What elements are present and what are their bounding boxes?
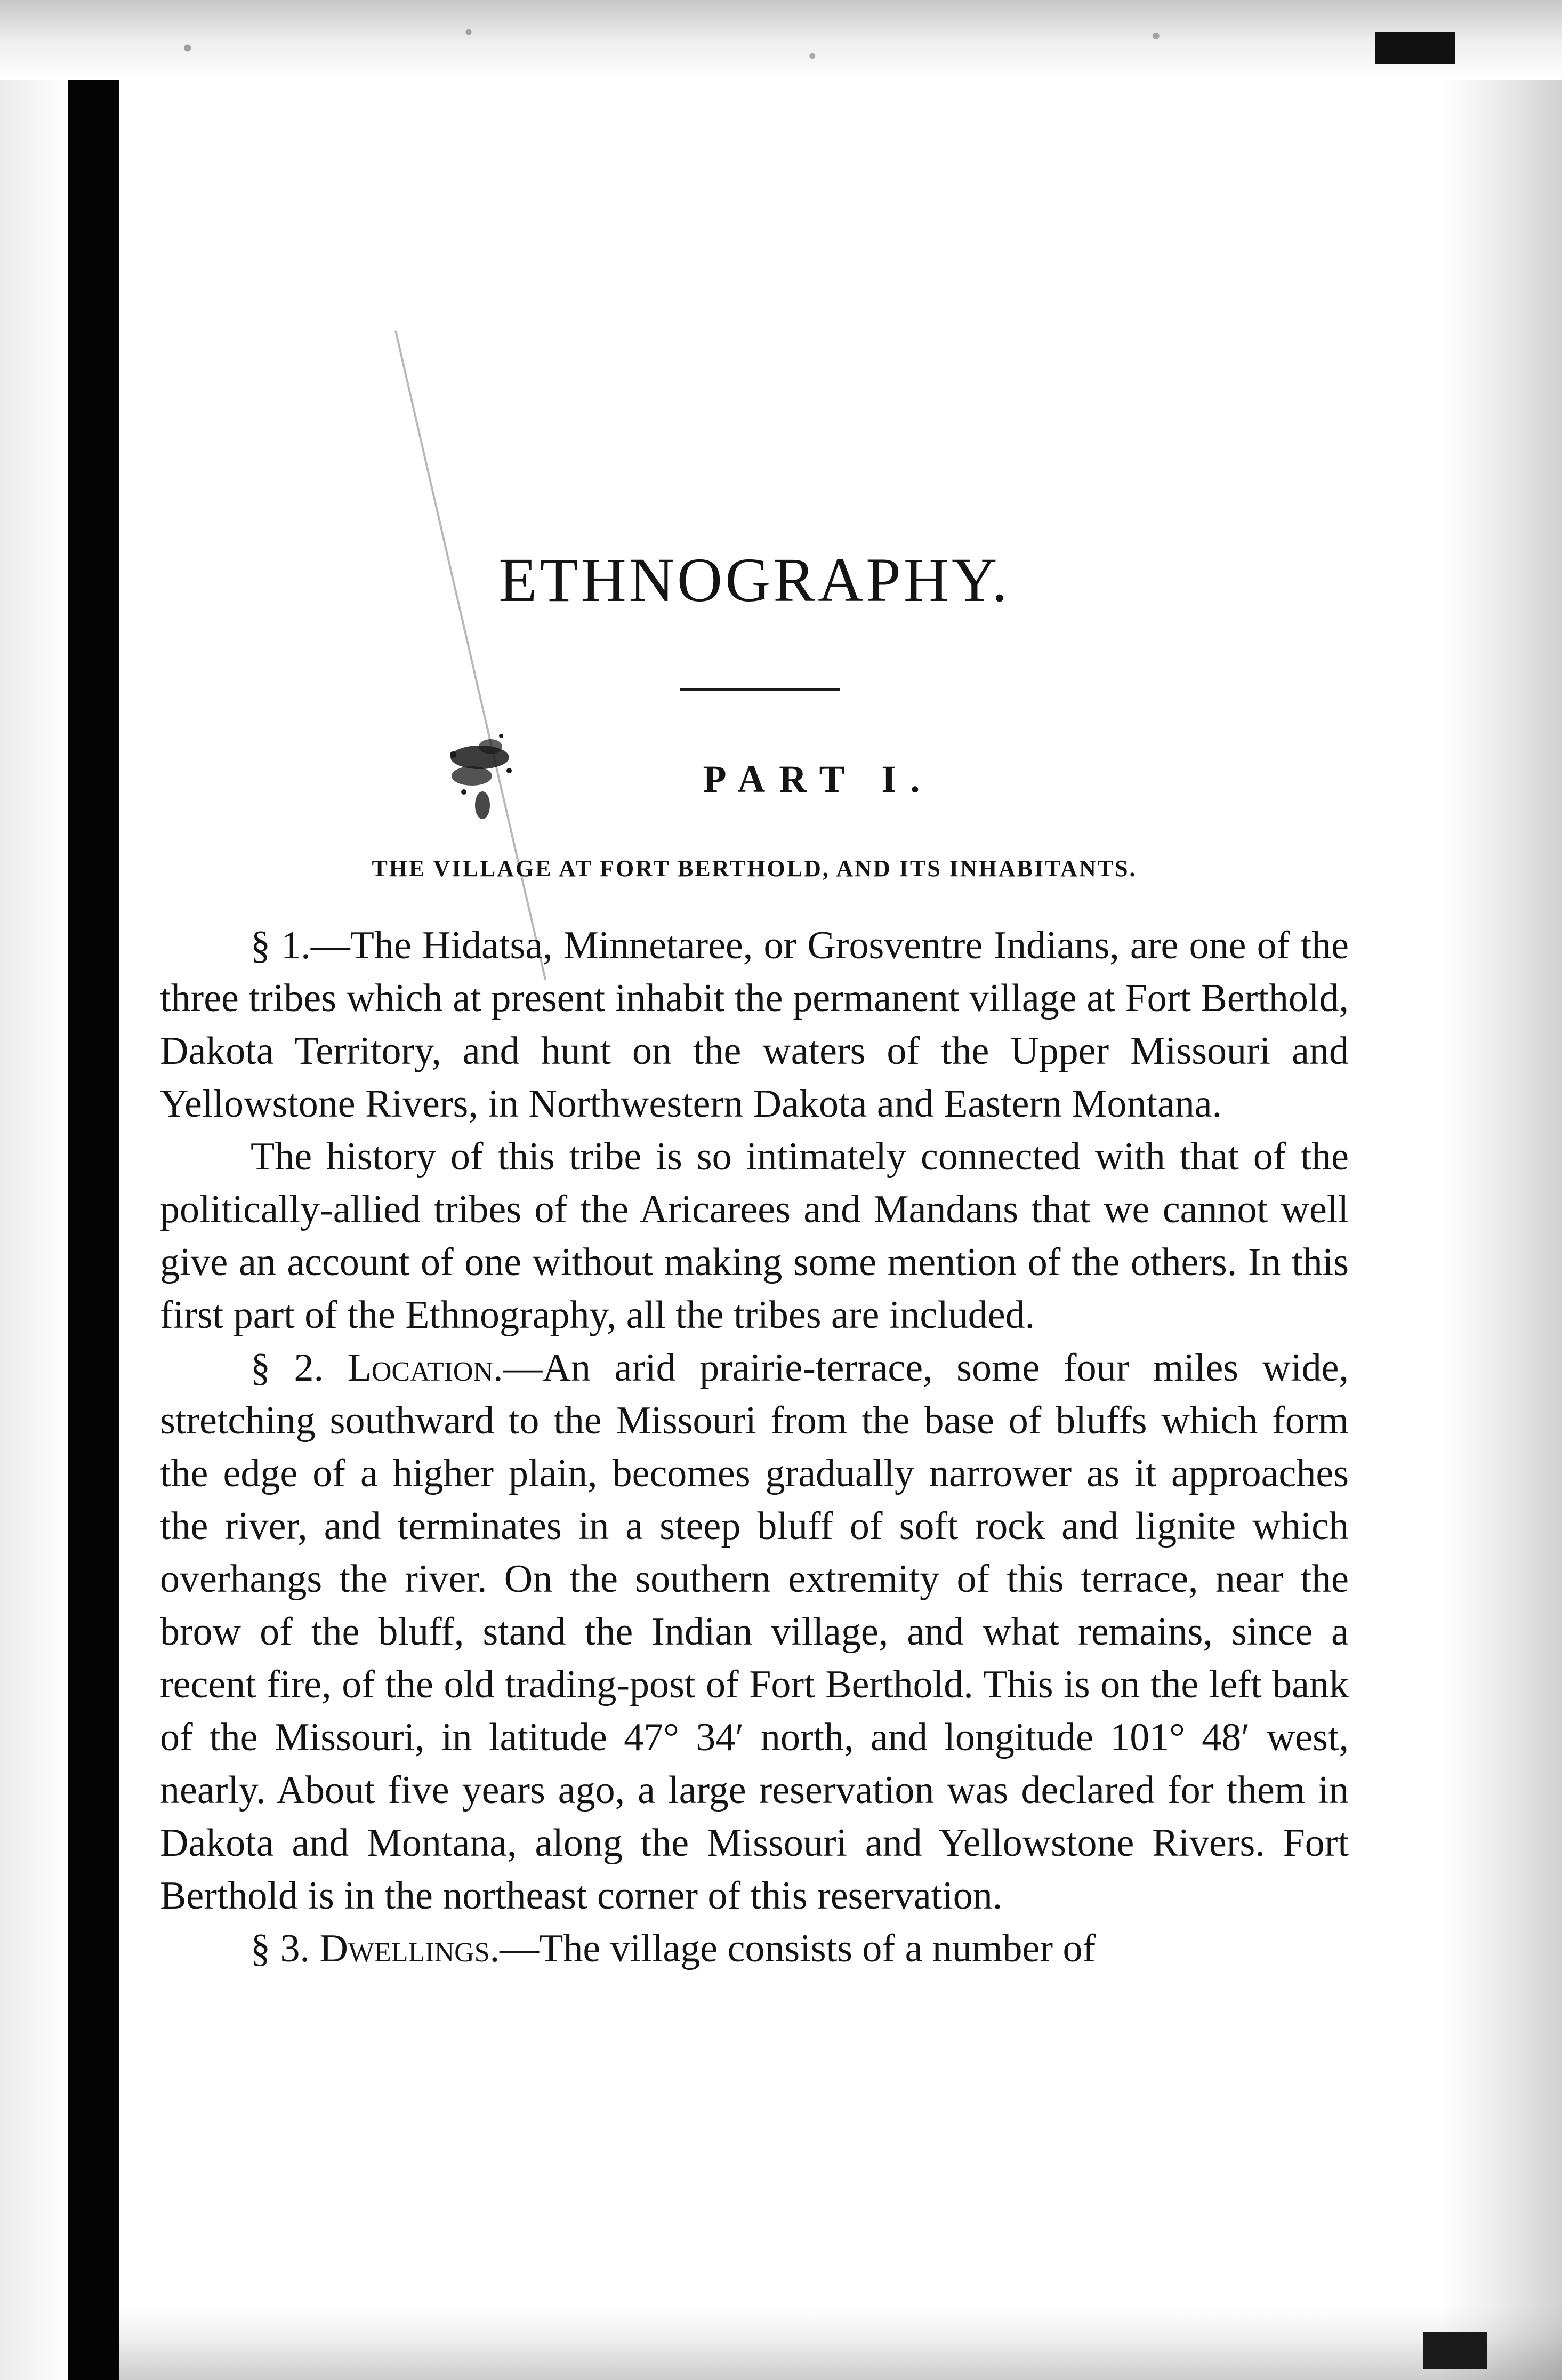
scan-corner-mark (1423, 2332, 1487, 2369)
paragraph (160, 919, 1349, 1131)
binding-shadow (68, 80, 119, 2380)
section-mark: § 1.— (251, 924, 350, 967)
paragraph (160, 1922, 1349, 1975)
page-edge-left (0, 80, 68, 2380)
paragraph (160, 1131, 1349, 1342)
title-rule (680, 688, 840, 691)
section-subtitle: THE VILLAGE AT FORT BERTHOLD, AND ITS INHABITANTS. (372, 855, 1137, 882)
section-mark: § 3. (251, 1927, 320, 1970)
section-heading: Location.— (347, 1346, 543, 1390)
scan-corner-mark (1375, 32, 1455, 64)
page-title: ETHNOGRAPHY. (498, 545, 1010, 615)
page-content (160, 0, 1349, 2380)
page-edge-right (1439, 80, 1562, 2380)
paragraph-text: An arid prairie-terrace, some four miles wide, stretching southward to the Missouri from the base of bluffs which form the edge of a higher plain, becomes gradually narrower as it approaches the river, and terminates in a steep bluff of soft rock and lignite which overhangs the river. On the southern extremity of this terrace, near the brow of the bluff, stand the Indian village, and what remains, since a recent fire, of the old trading-post of Fort Berthold. This is on the left bank of the Missouri, in latitude 47° 34′ north, and longitude 101° 48′ west, nearly. About five years ago, a large reservation was declared for them in Dakota and Montana, along the Missouri and Yellowstone Rivers. Fort Berthold is in the northeast corner of this reservation. (160, 1346, 1349, 1918)
part-heading: PART I. (703, 758, 934, 800)
section-mark: § 2. (251, 1346, 348, 1390)
section-heading: Dwellings.— (319, 1927, 540, 1970)
paragraph-text: The Hidatsa, Minnetaree, or Grosventre Indians, are one of the three tribes which at present inhabit the permanent village at Fort Berthold, Dakota Territory, and hunt on the waters of the Upper Missouri and Yellowstone Rivers, in Northwestern Dakota and Eastern Montana. (160, 924, 1349, 1126)
body-text (160, 919, 1349, 1975)
paragraph-text: The village consists of a number of (539, 1927, 1096, 1970)
paragraph (160, 1342, 1349, 1922)
paragraph-text: The history of this tribe is so intimately connected with that of the politically-allied tribes of the Aricarees and Mandans that we cannot well give an account of one without making some mention of the others. In this first part of the Ethnography, all the tribes are included. (160, 1135, 1349, 1337)
